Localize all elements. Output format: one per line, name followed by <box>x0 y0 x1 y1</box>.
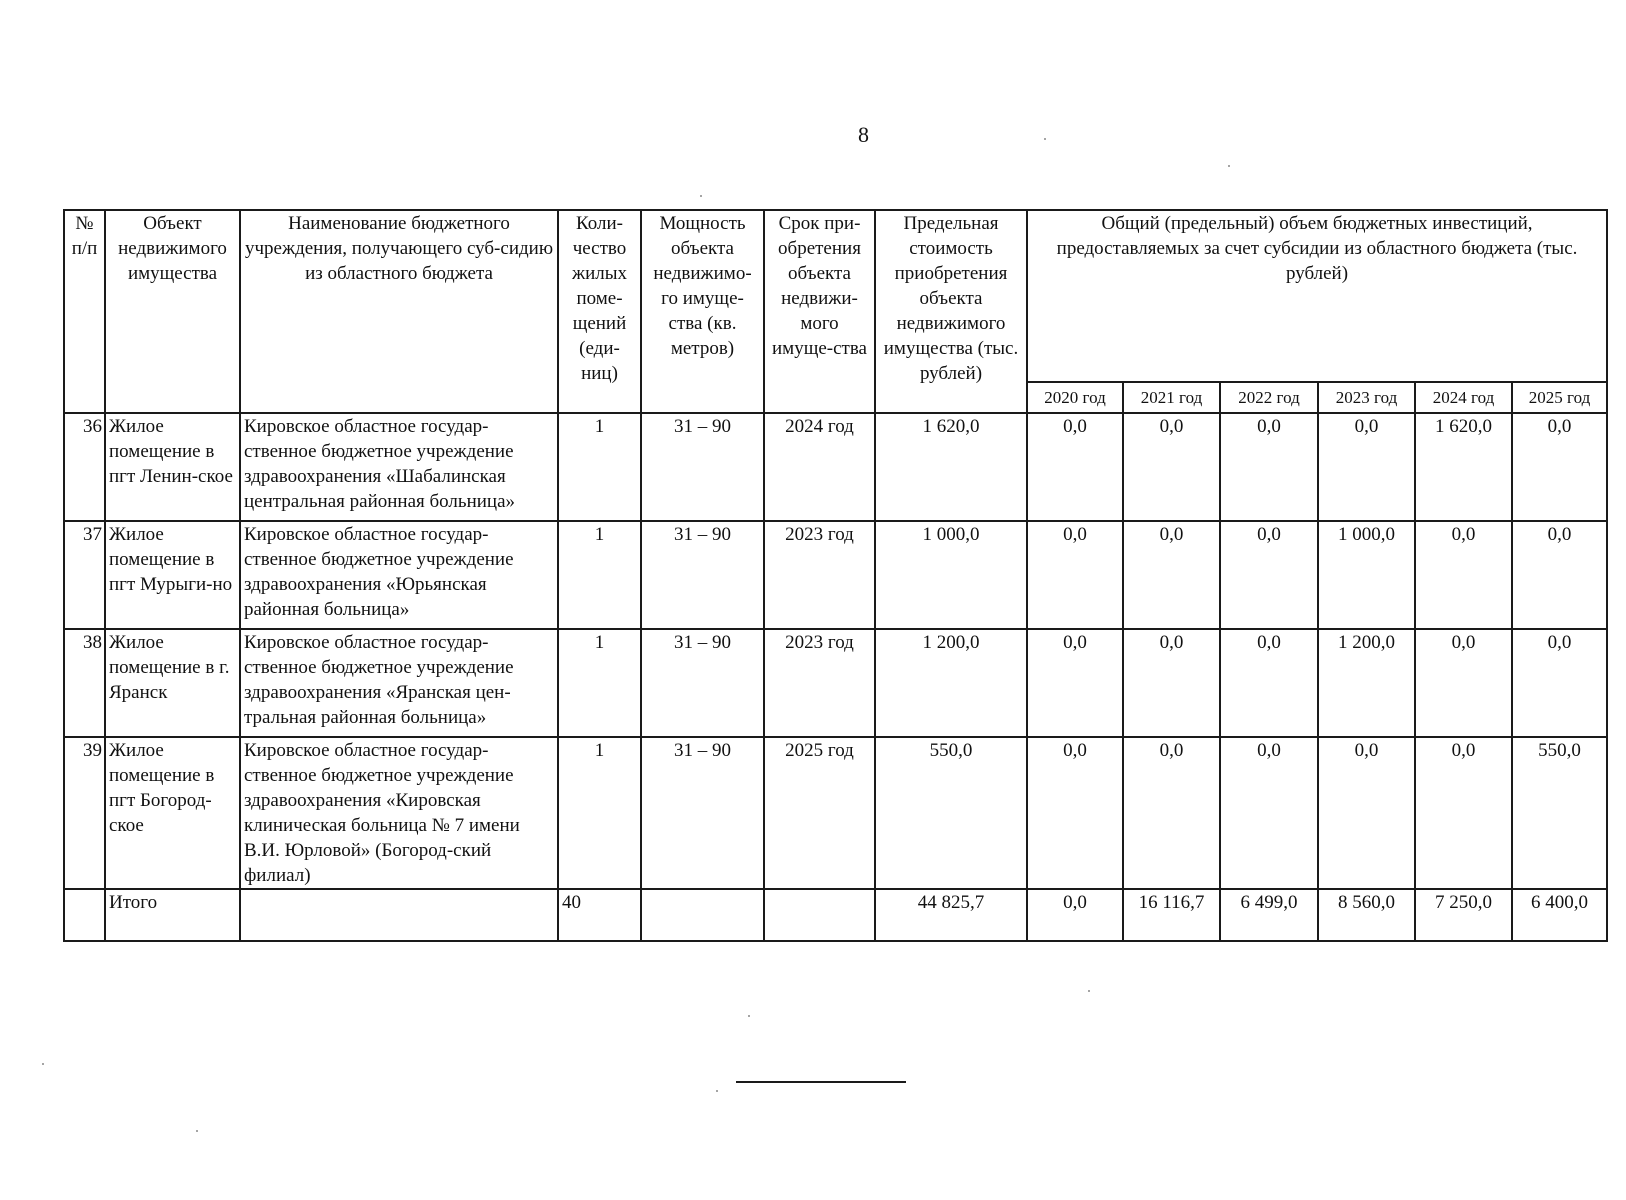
row-year-value: 0,0 <box>1123 737 1220 889</box>
row-capacity: 31 – 90 <box>641 629 764 737</box>
row-object: Жилое помещение в пгт Богород-ское <box>105 737 240 889</box>
row-year-value: 1 000,0 <box>1318 521 1415 629</box>
row-cost: 1 000,0 <box>875 521 1027 629</box>
end-divider-line <box>736 1081 906 1083</box>
row-capacity: 31 – 90 <box>641 521 764 629</box>
row-term: 2023 год <box>764 521 875 629</box>
header-year: 2023 год <box>1318 382 1415 413</box>
row-year-value: 0,0 <box>1027 629 1123 737</box>
total-capacity-empty <box>641 889 764 941</box>
table-row <box>64 737 1607 889</box>
total-institution-empty <box>240 889 558 941</box>
header-num: № п/п <box>64 210 105 413</box>
scan-speck <box>716 1090 718 1092</box>
row-number: 37 <box>64 521 105 629</box>
table-row <box>64 629 1607 737</box>
row-institution: Кировское областное государ-ственное бюджетное учреждение здравоохранения «Юрьянская районная больница» <box>240 521 558 629</box>
total-number-empty <box>64 889 105 941</box>
row-year-value: 0,0 <box>1027 521 1123 629</box>
row-cost: 1 620,0 <box>875 413 1027 521</box>
row-cost: 550,0 <box>875 737 1027 889</box>
row-number: 39 <box>64 737 105 889</box>
header-institution: Наименование бюджетного учреждения, получающего суб-сидию из областного бюджета <box>240 210 558 413</box>
total-year-value: 16 116,7 <box>1123 889 1220 941</box>
header-count: Коли-чество жилых поме-щений (еди-ниц) <box>558 210 641 413</box>
row-count: 1 <box>558 629 641 737</box>
scan-speck <box>42 1063 44 1065</box>
scan-speck <box>1088 990 1090 992</box>
row-year-value: 0,0 <box>1123 521 1220 629</box>
row-year-value: 0,0 <box>1415 737 1512 889</box>
budget-investment-table <box>63 209 1608 942</box>
total-year-value: 6 400,0 <box>1512 889 1607 941</box>
total-row <box>64 889 1607 941</box>
row-object: Жилое помещение в пгт Ленин-ское <box>105 413 240 521</box>
total-year-value: 7 250,0 <box>1415 889 1512 941</box>
table-row <box>64 521 1607 629</box>
header-investments: Общий (предельный) объем бюджетных инвестиций, предоставляемых за счет субсидии из областного бюджета (тыс. рублей) <box>1027 210 1607 382</box>
row-year-value: 0,0 <box>1415 521 1512 629</box>
row-capacity: 31 – 90 <box>641 413 764 521</box>
header-year: 2025 год <box>1512 382 1607 413</box>
row-year-value: 0,0 <box>1318 413 1415 521</box>
total-cost: 44 825,7 <box>875 889 1027 941</box>
header-object: Объект недвижимого имущества <box>105 210 240 413</box>
total-year-value: 8 560,0 <box>1318 889 1415 941</box>
row-institution: Кировское областное государ-ственное бюджетное учреждение здравоохранения «Шабалинская центральная районная больница» <box>240 413 558 521</box>
row-capacity: 31 – 90 <box>641 737 764 889</box>
row-count: 1 <box>558 737 641 889</box>
header-year: 2020 год <box>1027 382 1123 413</box>
row-year-value: 1 620,0 <box>1415 413 1512 521</box>
row-institution: Кировское областное государ-ственное бюджетное учреждение здравоохранения «Кировская клиническая больница № 7 имени В.И. Юрловой» (Богород-ский филиал) <box>240 737 558 889</box>
row-term: 2025 год <box>764 737 875 889</box>
row-institution: Кировское областное государ-ственное бюджетное учреждение здравоохранения «Яранская цен-тральная районная больница» <box>240 629 558 737</box>
row-year-value: 0,0 <box>1027 413 1123 521</box>
header-row <box>64 210 1607 382</box>
row-year-value: 1 200,0 <box>1318 629 1415 737</box>
header-cost: Предельная стоимость приобретения объекта недвижимого имущества (тыс. рублей) <box>875 210 1027 413</box>
row-year-value: 0,0 <box>1220 413 1318 521</box>
row-year-value: 0,0 <box>1027 737 1123 889</box>
row-year-value: 0,0 <box>1415 629 1512 737</box>
row-count: 1 <box>558 521 641 629</box>
header-capacity: Мощность объекта недвижимо-го имуще-ства (кв. метров) <box>641 210 764 413</box>
scan-speck <box>1044 138 1046 140</box>
row-year-value: 0,0 <box>1123 629 1220 737</box>
row-year-value: 550,0 <box>1512 737 1607 889</box>
total-year-value: 6 499,0 <box>1220 889 1318 941</box>
row-year-value: 0,0 <box>1220 521 1318 629</box>
row-year-value: 0,0 <box>1123 413 1220 521</box>
scan-speck <box>1228 165 1230 167</box>
total-year-value: 0,0 <box>1027 889 1123 941</box>
row-year-value: 0,0 <box>1220 737 1318 889</box>
header-year: 2024 год <box>1415 382 1512 413</box>
header-year: 2022 год <box>1220 382 1318 413</box>
total-count: 40 <box>558 889 641 941</box>
header-year: 2021 год <box>1123 382 1220 413</box>
row-cost: 1 200,0 <box>875 629 1027 737</box>
total-label: Итого <box>105 889 240 941</box>
row-term: 2024 год <box>764 413 875 521</box>
row-term: 2023 год <box>764 629 875 737</box>
row-count: 1 <box>558 413 641 521</box>
row-number: 38 <box>64 629 105 737</box>
row-year-value: 0,0 <box>1512 413 1607 521</box>
row-year-value: 0,0 <box>1512 521 1607 629</box>
scan-speck <box>196 1130 198 1132</box>
row-object: Жилое помещение в пгт Мурыги-но <box>105 521 240 629</box>
scan-speck <box>700 195 702 197</box>
row-number: 36 <box>64 413 105 521</box>
page-number: 8 <box>858 122 869 147</box>
header-term: Срок при-обретения объекта недвижи-мого имуще-ства <box>764 210 875 413</box>
row-year-value: 0,0 <box>1512 629 1607 737</box>
table-row <box>64 413 1607 521</box>
row-year-value: 0,0 <box>1220 629 1318 737</box>
row-year-value: 0,0 <box>1318 737 1415 889</box>
row-object: Жилое помещение в г. Яранск <box>105 629 240 737</box>
total-term-empty <box>764 889 875 941</box>
scan-speck <box>748 1015 750 1017</box>
